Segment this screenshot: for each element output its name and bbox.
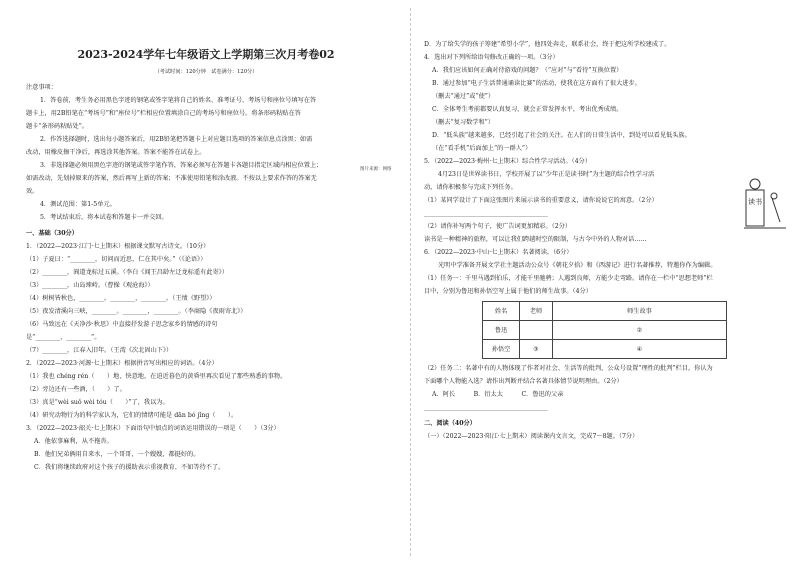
- note-line: 效。: [26, 188, 39, 195]
- question-line: （2）请你补写两个句子，使广告词更加精彩。（2分）: [424, 223, 572, 230]
- table-cell[interactable]: ④: [553, 340, 727, 359]
- exam-title: 2023-2024学年七年级语文上学期第三次月考卷02: [77, 48, 335, 61]
- answer-blank[interactable]: ________________________________________: [424, 404, 548, 411]
- question-line: （一）（2022—2023·阳江·七上期末）阅读课内文言文，完成7～8题。（7分）: [424, 433, 639, 440]
- option-line: D．“低头族”越来越多，已经引起了社会的关注。在人们的日常生活中，到处可以看见低头族。: [432, 132, 691, 139]
- note-line: 4．测试范围：第1-5单元。: [40, 201, 116, 208]
- question-line: 1．（2022—2023·江门·七上期末）根据课文默写古诗文。（10分）: [26, 243, 210, 250]
- note-line: 题卡“条形码粘贴处”。: [26, 123, 89, 130]
- question-line: （1）我也 chéng rén（ ）地，快意地，在迫近暮色的黄昏里再次看见了那些熟悉的事物。: [26, 373, 287, 380]
- book-label: 读书: [748, 198, 762, 206]
- left-column: [26, 0, 386, 474]
- question-line: （5）夜发清溪向三峡，________。________，________。（李商隐《夜雨寄北》）: [26, 308, 247, 315]
- question-line: （1）子夏曰：“________，切问而近思，仁在其中矣。”（《论语》）: [26, 256, 207, 263]
- person-small-figure: [772, 198, 780, 222]
- note-line: 2．作答选择题时，选出每小题答案后，用2B铅笔把答题卡上对应题目选项的答案信息点涂黑；如需: [40, 136, 313, 143]
- question-line: （1）某同学设计了下面这张图片来展示读书的重要意义，请你说说它的寓意。（2分）: [424, 197, 658, 204]
- option-line: A．我们应该如何正确对待游戏的问题？（“应对”与“看待”互换位置）: [432, 67, 623, 74]
- question-line: 2．（2022—2023·河源·七上期末）根据拼音写出相应的词语。（4分）: [26, 360, 218, 367]
- notes-heading: 注意事项：: [26, 84, 57, 91]
- question-line: 6．（2022—2023·中山·七上期末）名著阅读。（6分）: [424, 249, 573, 256]
- exam-info: （考试时间：120分钟 试卷满分：120分）: [154, 69, 258, 75]
- table-header: 老师: [520, 302, 553, 321]
- question-line: 是“________，________”。: [26, 334, 101, 341]
- table-row: [483, 340, 727, 359]
- right-column: [424, 38, 784, 443]
- section-heading: 二、阅读（40分）: [424, 420, 476, 427]
- teacher-table: [482, 301, 727, 359]
- table-header: 姓名: [483, 302, 520, 321]
- note-line: 改动，用橡皮擦干净后，再选涂其他答案。答案不能答在试卷上。: [26, 149, 206, 156]
- table-cell[interactable]: ③: [520, 340, 553, 359]
- note-line: 如需改动，先划掉原来的答案，然后再写上新的答案；不准使用铅笔和涂改液。不按以上要求作答的答案无: [26, 175, 317, 182]
- table-cell: 鲁迅: [483, 321, 520, 340]
- option-line: D．为了给失学的孩子筹建“希望小学”，他四处奔走，联系社会，终于把这所学校建成了。: [424, 41, 671, 48]
- reading-illustration: [742, 172, 788, 252]
- column-divider: [410, 8, 411, 556]
- table-row: [483, 321, 727, 340]
- table-header: 师生故事: [553, 302, 727, 321]
- question-line: （6）马致远在《天净沙·秋思》中直接抒发游子思念家乡的情感的诗句: [26, 321, 218, 328]
- figure-caption: 图片来源：网络: [360, 167, 392, 172]
- person-small-head: [771, 193, 777, 199]
- option-line: C．我们将继续政府对这个孩子的援助表示重视教育，不如等待不了。: [34, 464, 225, 471]
- option-note: （在“看手机”后面加上“的一群人”）: [432, 145, 532, 152]
- option-line: A．阿长 B．衍太太 C．鲁迅的父亲: [432, 391, 564, 398]
- question-line: 光明中学准备开展文学社主题活动公众号《朝花夕拾》和《西游记》进行名著推荐，特邀你作为编辑。: [438, 262, 717, 269]
- question-line: 目中，分别为鲁迅和孙悟空写上属于他们的师生故事。（4分）: [424, 288, 592, 295]
- question-line: 读书是一种精神的旅程，可以让我们跨越时空的限制，与古今中外的人物对话……: [424, 236, 647, 243]
- question-line: 下面哪个人物能入选？请作出判断并结合名著具体情节说明理由。（2分）: [424, 378, 623, 385]
- question-line: （4）研究动物行为的科学家认为，它们的情绪可能是 dān bó jǐng（ ）。: [26, 412, 238, 419]
- question-line: （4）树树皆秋色，________。________，________。（王绩《野望》）: [26, 295, 216, 302]
- table-cell: 孙悟空: [483, 340, 520, 359]
- book-stack: [746, 190, 764, 226]
- answer-blank[interactable]: ________________________________________: [424, 210, 548, 217]
- question-line: 3．（2022—2023·韶关·七上期末）下面语句中加点的词语运用错误的一项是（ ）（3分）: [26, 425, 280, 432]
- question-line: 4月23日是世界读书日，学校开展了以“少年正是读书时”为主题的综合性学习活: [438, 171, 655, 178]
- question-line: 4．选出对下列所给语句修改正确的一项。（3分）: [424, 54, 559, 61]
- question-line: （2）________，阆道龙标过五溪。（李白《闻王昌龄左迁龙标遥有此寄》）: [26, 269, 228, 276]
- note-line: 3．非选择题必须用黑色字迹的钢笔或签字笔作答，答案必须写在答题卡各题目指定区域内相应位置上；: [40, 162, 323, 169]
- question-line: 5．（2022—2023·梅州·七上期末）综合性学习活动。（4分）: [424, 158, 592, 165]
- person-head: [750, 179, 760, 189]
- question-line: （3）________，山岛竦峙。（曹操《观沧海》）: [26, 282, 154, 289]
- question-line: （2）旁边还有一些酒，（ ）了。: [26, 386, 126, 393]
- option-line: C．全体考生考前都要认真复习，就会正常发挥水平，考出优秀成绩。: [432, 106, 623, 113]
- table-header-row: [483, 302, 727, 321]
- table-cell[interactable]: [520, 321, 553, 340]
- question-line: （3）真是“wèi suǒ wèi tóu（ ）”了，我以为。: [26, 399, 169, 406]
- option-line: B．他们兄弟俩用自来水，一个哥哥，一个嫂嫂，都挺好的。: [34, 451, 200, 458]
- question-line: （7）________，江春入旧年。（王湾《次北固山下》）: [26, 347, 173, 354]
- note-line: 1．答卷前，考生务必用黑色字迹的钢笔或签字笔将自己的姓名、准考证号、考场号和座位号填写在答: [40, 97, 317, 104]
- section-heading: 一、基础（30分）: [26, 230, 78, 237]
- table-cell[interactable]: ②: [553, 321, 727, 340]
- option-note: （删去“复习数学和”）: [432, 119, 495, 126]
- question-line: （1）任务一：千里马遇到伯乐，才能千里驰骋；人遇到良师，方能少走弯路。请你在一栏中“思想老师”栏: [424, 275, 713, 282]
- option-line: A．他依事麻利，从不拖沓。: [34, 438, 113, 445]
- option-line: B．通过参加“电子生活普通诵读比赛”的活动，使我在这方面有了很大进步。: [432, 80, 641, 87]
- option-note: （删去“通过”或“使”）: [432, 93, 495, 100]
- note-line: 5．考试结束后，将本试卷和答题卡一并交回。: [40, 214, 168, 221]
- question-line: 动，请你积极参与完成下列任务。: [424, 184, 517, 191]
- note-line: 题卡上，用2B铅笔在“考场号”和“座位号”栏相应位置填涂自己的考场号和座位号。将条形码粘贴在答: [26, 110, 301, 117]
- question-line: （2）任务二：名著中有的人物体现了作者对社会、生活等的批判，公众号设置“理性的批判”栏目，你认为: [424, 365, 713, 372]
